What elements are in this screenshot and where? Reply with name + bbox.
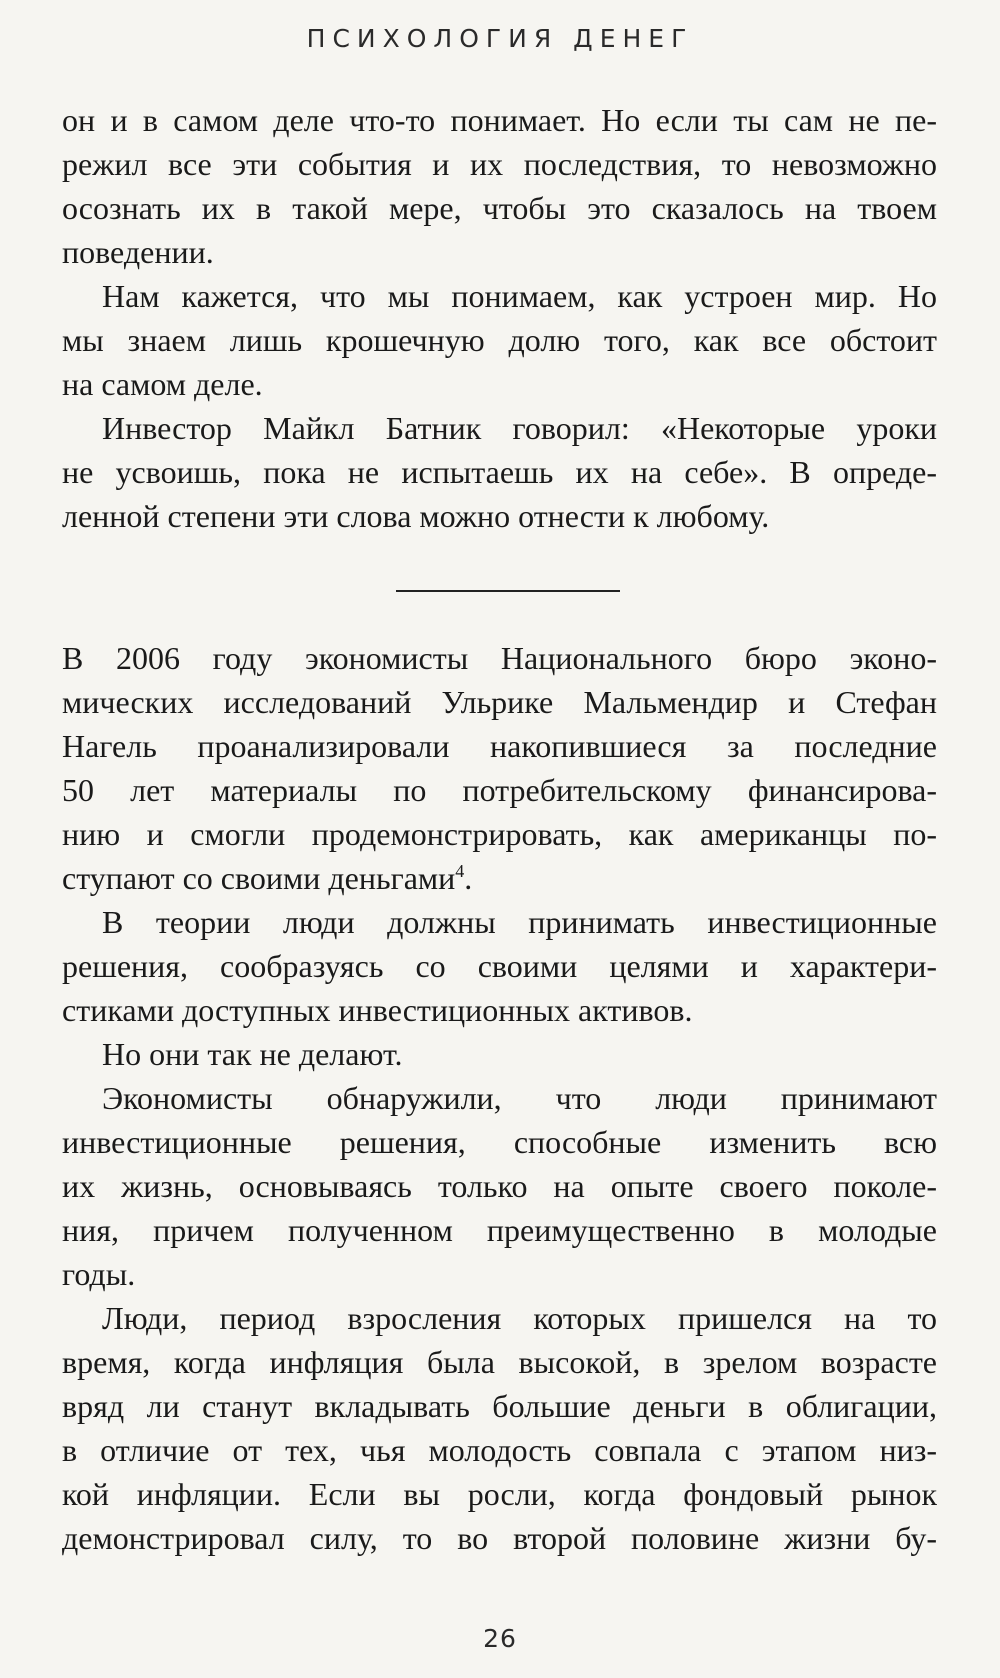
- text-line: решения, сообразуясь со своими целями и характери-: [62, 948, 937, 984]
- text-line: Нагель проанализировали накопившиеся за последние: [62, 728, 937, 764]
- text-line: время, когда инфляция была высокой, в зрелом возрасте: [62, 1344, 937, 1380]
- text-line: Но они так не делают.: [102, 1036, 403, 1072]
- text-line: Люди, период взросления которых пришелся на то: [102, 1300, 937, 1336]
- text-line: нию и смогли продемонстрировать, как американцы по-: [62, 816, 937, 852]
- text-line: в отличие от тех, чья молодость совпала с этапом низ-: [62, 1432, 937, 1468]
- text-line: Нам кажется, что мы понимаем, как устроен мир. Но: [102, 278, 937, 314]
- text-line-content: ступают со своими деньгами: [62, 860, 456, 896]
- line-terminal-period: .: [464, 860, 473, 896]
- text-line: поведении.: [62, 234, 214, 270]
- text-line-with-footnote: [62, 856, 937, 900]
- text-line: ленной степени эти слова можно отнести к любому.: [62, 498, 770, 534]
- text-line: стиками доступных инвестиционных активов.: [62, 992, 693, 1028]
- text-line: осознать их в такой мере, чтобы это сказалось на твоем: [62, 190, 937, 226]
- text-line: их жизнь, основываясь только на опыте своего поколе-: [62, 1168, 937, 1204]
- text-line: на самом деле.: [62, 366, 263, 402]
- text-line: режил все эти события и их последствия, то невозможно: [62, 146, 937, 182]
- section-divider: [396, 590, 620, 592]
- text-line: В теории люди должны принимать инвестиционные: [102, 904, 937, 940]
- text-line: 50 лет материалы по потребительскому финансирова-: [62, 772, 937, 808]
- running-head: ПСИХОЛОГИЯ ДЕНЕГ: [306, 24, 694, 53]
- text-line: не усвоишь, пока не испытаешь их на себе». В опреде-: [62, 454, 937, 490]
- text-section-2: [62, 636, 937, 1560]
- text-line: он и в самом деле что-то понимает. Но если ты сам не пе-: [62, 102, 937, 138]
- text-line: инвестиционные решения, способные изменить всю: [62, 1124, 937, 1160]
- text-line: В 2006 году экономисты Национального бюро эконо-: [62, 640, 937, 676]
- text-line: кой инфляции. Если вы росли, когда фондовый рынок: [62, 1476, 937, 1512]
- text-line: годы.: [62, 1256, 136, 1292]
- text-line: демонстрировал силу, то во второй половине жизни бу-: [62, 1520, 937, 1556]
- text-line: мических исследований Ульрике Мальмендир и Стефан: [62, 684, 937, 720]
- text-line: Экономисты обнаружили, что люди принимают: [102, 1080, 937, 1116]
- text-line: ния, причем полученном преимущественно в молодые: [62, 1212, 937, 1248]
- page-number: 26: [483, 1624, 517, 1653]
- footnote-reference: 4: [455, 861, 465, 881]
- text-section-1: [62, 98, 937, 538]
- text-line: Инвестор Майкл Батник говорил: «Некоторые уроки: [102, 410, 937, 446]
- text-line: вряд ли станут вкладывать большие деньги в облигации,: [62, 1388, 937, 1424]
- text-line: мы знаем лишь крошечную долю того, как все обстоит: [62, 322, 937, 358]
